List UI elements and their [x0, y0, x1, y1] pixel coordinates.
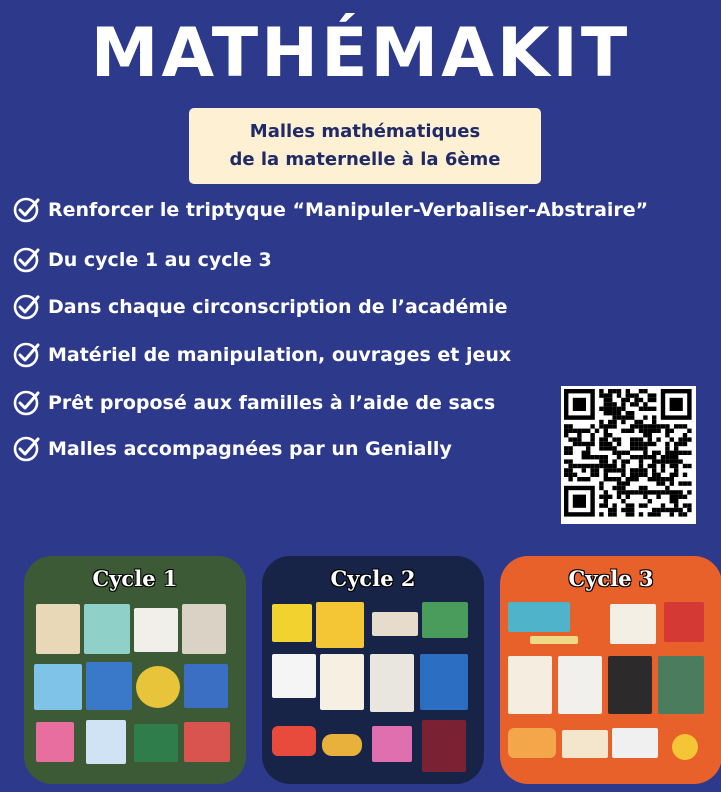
book-cover-thumbnail	[182, 604, 226, 654]
check-circle-icon	[12, 340, 42, 370]
page-title: MATHÉMAKIT	[90, 14, 631, 93]
book-cover-thumbnail	[422, 720, 466, 772]
subtitle-line-2: de la maternelle à la 6ème	[229, 149, 501, 170]
book-cover-thumbnail	[508, 656, 552, 714]
game-box-thumbnail	[664, 602, 704, 642]
board-thumbnail	[134, 724, 178, 762]
book-cover-thumbnail	[320, 654, 364, 710]
check-circle-icon	[12, 388, 42, 418]
cycle-3-title: Cycle 3	[568, 566, 654, 591]
cards-thumbnail	[562, 730, 608, 758]
book-cover-thumbnail	[608, 656, 652, 714]
bullet-text: Matériel de manipulation, ouvrages et jeux	[48, 344, 512, 366]
bullet-text: Renforcer le triptyque “Manipuler-Verbaliser-Abstraire”	[48, 199, 649, 221]
ruler-thumbnail	[530, 636, 578, 644]
counters-thumbnail	[322, 734, 362, 756]
cycle-3-card[interactable]	[500, 556, 721, 784]
tangram-thumbnail	[372, 726, 412, 762]
card-thumbnail	[272, 654, 316, 698]
game-box-thumbnail	[184, 664, 228, 708]
fraction-circles-thumbnail	[672, 734, 698, 760]
cycle-2-card[interactable]	[262, 556, 484, 784]
book-cover-thumbnail	[558, 656, 602, 714]
cycle-1-title: Cycle 1	[92, 566, 178, 591]
jar-thumbnail	[86, 720, 126, 764]
bullet-item	[12, 292, 508, 322]
game-box-thumbnail	[134, 608, 178, 652]
game-thumbnail	[372, 612, 418, 636]
cubes-thumbnail	[36, 722, 74, 762]
qr-code-icon[interactable]	[561, 386, 696, 524]
game-box-thumbnail	[34, 664, 82, 710]
check-circle-icon	[12, 434, 42, 464]
bullet-text: Malles accompagnées par un Genially	[48, 438, 452, 460]
subtitle-box	[189, 108, 541, 184]
game-box-thumbnail	[316, 602, 364, 648]
shapes-thumbnail	[272, 726, 316, 756]
game-box-thumbnail	[86, 662, 132, 710]
check-circle-icon	[12, 292, 42, 322]
book-cover-thumbnail	[658, 656, 704, 714]
bullet-item	[12, 340, 511, 370]
game-box-thumbnail	[422, 602, 468, 638]
book-cover-thumbnail	[420, 654, 468, 710]
check-circle-icon	[12, 195, 42, 225]
bullet-text: Prêt proposé aux familles à l’aide de sacs	[48, 392, 496, 414]
subtitle-line-1: Malles mathématiques	[249, 121, 481, 142]
bullet-item	[12, 388, 495, 418]
book-cover-thumbnail	[84, 604, 130, 654]
game-box-thumbnail	[508, 602, 570, 632]
bullet-item	[12, 195, 648, 225]
bullet-text: Du cycle 1 au cycle 3	[48, 249, 272, 271]
bullet-item	[12, 434, 452, 464]
cycle-2-title: Cycle 2	[330, 566, 416, 591]
counters-thumbnail	[508, 728, 556, 758]
game-box-thumbnail	[272, 604, 312, 642]
cycle-1-card[interactable]	[24, 556, 246, 784]
game-box-thumbnail	[610, 604, 656, 644]
game-thumbnail	[136, 666, 180, 708]
book-cover-thumbnail	[36, 604, 80, 654]
bullet-text: Dans chaque circonscription de l’académie	[48, 296, 508, 318]
blocks-thumbnail	[184, 722, 230, 762]
bullet-item	[12, 245, 272, 275]
game-board-thumbnail	[612, 728, 658, 758]
book-cover-thumbnail	[370, 654, 414, 712]
check-circle-icon	[12, 245, 42, 275]
